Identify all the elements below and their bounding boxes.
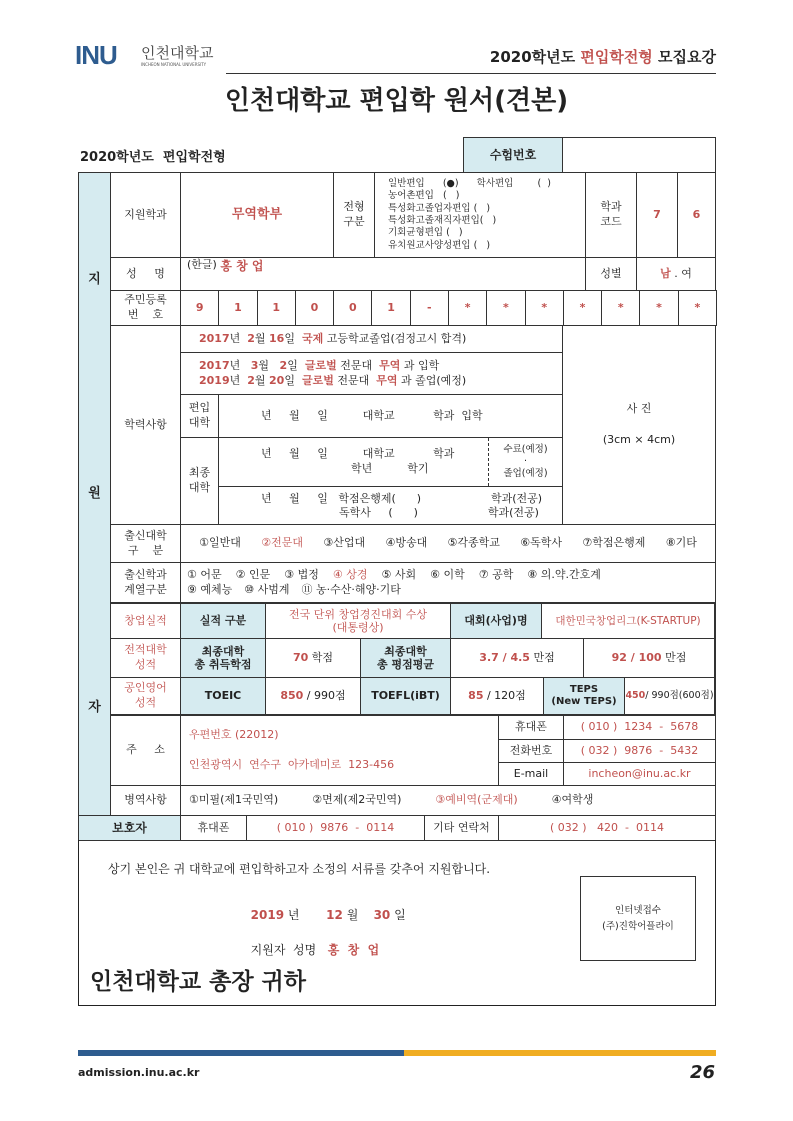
final-label: [180, 437, 219, 525]
field-option[interactable]: ⑪ 농·수산·해양·기타: [301, 582, 401, 596]
score100-value[interactable]: [583, 638, 716, 678]
field-option[interactable]: ⑦ 공학: [478, 568, 514, 582]
date-day: 30: [373, 908, 391, 922]
teps-value[interactable]: [624, 677, 716, 716]
guardian-other-label: 기타 연락처: [424, 815, 499, 841]
final-status[interactable]: [488, 438, 562, 486]
teps-label: [543, 677, 625, 716]
credits-unit: 학점: [308, 650, 334, 664]
origin-label-line: 출신대학: [124, 528, 167, 542]
credits-label: [180, 638, 266, 678]
type-option[interactable]: 기회균형편입 ( ): [388, 227, 463, 239]
side-char: 자: [88, 700, 101, 716]
type-label-line: 구분: [343, 215, 365, 228]
rrn-label-line: 주민등록: [124, 293, 167, 307]
declaration-date[interactable]: [243, 892, 406, 923]
exam-number-field[interactable]: [562, 137, 716, 173]
rrn-digit[interactable]: *: [525, 290, 564, 326]
header-doc: 모집요강: [658, 48, 716, 66]
address-text: 인천광역시 연수구 아카데미로 123-456: [189, 758, 395, 772]
mobile-label: 휴대폰: [498, 715, 564, 740]
rrn-digit[interactable]: 0: [295, 290, 334, 326]
startup-type-value[interactable]: [265, 602, 451, 639]
page-title: 인천대학교 편입학 원서(견본): [224, 86, 569, 116]
guardian-mobile-value[interactable]: ( 010 ) 9876 - 0114: [246, 815, 425, 841]
toefl-value[interactable]: [450, 677, 544, 716]
field-option[interactable]: ⑩ 사범계: [244, 582, 290, 596]
signer[interactable]: [243, 927, 379, 958]
field-label-line: 출신학과: [124, 567, 167, 581]
jc-school: 글로벌: [301, 373, 334, 387]
type-options[interactable]: [374, 172, 586, 258]
teps-score: 450: [625, 689, 646, 701]
header-right: [490, 46, 716, 67]
type-option[interactable]: 특성화고졸업자편입 ( ): [388, 202, 491, 214]
contest-label: 대회(사업)명: [450, 602, 542, 639]
teps-max: / 990점(600점): [645, 689, 714, 701]
english-label: [110, 677, 181, 716]
code-label-line: 학과: [600, 200, 622, 214]
origin-options[interactable]: [180, 524, 716, 563]
date-year: 2019: [250, 908, 285, 922]
jc-rest: 과 졸업(예정): [401, 373, 467, 387]
grade-label-line: 성적: [134, 658, 157, 671]
applicant-side-label: [78, 172, 111, 816]
rrn-digit[interactable]: 9: [180, 290, 219, 326]
rrn-digit[interactable]: *: [678, 290, 717, 326]
type-label: [333, 172, 375, 258]
guardian-label: 보호자: [78, 815, 181, 841]
guardian-other-value[interactable]: ( 032 ) 420 - 0114: [498, 815, 716, 841]
status-dot: ·: [523, 456, 528, 468]
military-label: 병역사항: [110, 785, 181, 816]
form-year-type: 2020학년도 편입학전형: [80, 150, 226, 165]
jc-day: 20: [269, 373, 285, 387]
hs-day: 16: [269, 331, 285, 345]
startup-type-line: (대통령상): [332, 621, 384, 634]
header-rule: [226, 73, 716, 74]
rrn-digit[interactable]: *: [601, 290, 640, 326]
jc-major: 무역: [379, 358, 401, 372]
military-options[interactable]: [180, 785, 716, 816]
military-option-selected[interactable]: ③예비역(군제대): [435, 793, 518, 807]
hs-month: 2: [247, 331, 255, 345]
date-month: 12: [326, 908, 343, 922]
toefl-score: 85: [468, 688, 484, 702]
final-line: 학년 학기: [351, 462, 429, 475]
military-option[interactable]: ②면제(제2국민역): [312, 793, 402, 807]
signer-name: 홍 창 업: [327, 943, 380, 957]
rrn-label-line: 번 호: [127, 308, 164, 321]
jc-year: 2017: [199, 358, 230, 372]
jc-day: 2: [279, 358, 288, 372]
code-label-line: 코드: [600, 215, 622, 228]
field-label: [110, 562, 181, 603]
dept-value[interactable]: 무역학부: [180, 172, 334, 258]
gpa-label-line: 총 평점평균: [377, 658, 434, 671]
zip-code: 우편번호 (22012): [189, 727, 279, 741]
name-value[interactable]: [180, 257, 586, 291]
jc-rest: 과 입학: [403, 358, 440, 372]
transfer-label-line: 대학: [188, 416, 211, 429]
origin-option[interactable]: ④방송대: [385, 536, 428, 550]
inu-logo: [75, 40, 230, 72]
dept-label: 지원학과: [110, 172, 181, 258]
gender-selected: 남: [660, 266, 671, 280]
address-label: 주 소: [110, 715, 181, 786]
startup-type-label: 실적 구분: [180, 602, 266, 639]
address-value[interactable]: [180, 715, 499, 786]
type-option[interactable]: 특성화고졸재직자편입( ): [388, 215, 497, 226]
rrn-digit[interactable]: *: [486, 290, 525, 326]
rrn-digit[interactable]: -: [410, 290, 449, 326]
field-option[interactable]: ⑨ 예체능: [187, 582, 233, 596]
internet-stamp-box: [580, 876, 696, 961]
signer-label: 지원자 성명: [250, 943, 317, 957]
origin-option[interactable]: ⑦학점은행제: [582, 536, 646, 550]
origin-option[interactable]: ⑤각종학교: [447, 536, 500, 550]
code-digit[interactable]: 7: [636, 172, 678, 258]
type-option[interactable]: 유치원교사양성편입 ( ): [388, 239, 491, 251]
date-month-unit: 월: [342, 908, 359, 922]
jc-month: 2: [247, 373, 255, 387]
logo-english: INCHEON NATIONAL UNIVERSITY: [141, 62, 207, 67]
gpa-label: [360, 638, 451, 678]
gpa-number: 3.7 / 4.5: [479, 650, 530, 664]
startup-type-line: 전국 단위 창업경진대회 수상: [288, 607, 427, 621]
field-option[interactable]: ③ 법정: [284, 568, 319, 582]
photo-label: 사 진: [626, 402, 652, 416]
gpa-unit: 만점: [529, 650, 555, 664]
transfer-label: [180, 394, 219, 438]
grade-label: [110, 638, 181, 678]
email-value[interactable]: incheon@inu.ac.kr: [563, 762, 716, 786]
addressee: 인천대학교 총장 귀하: [90, 969, 306, 995]
contest-value[interactable]: 대한민국창업리그(K-STARTUP): [541, 602, 716, 639]
toeic-max: / 990점: [303, 688, 346, 702]
name-label: 성 명: [110, 257, 181, 291]
footer-url[interactable]: admission.inu.ac.kr: [78, 1066, 200, 1079]
transfer-label-line: 편입: [188, 401, 211, 415]
rrn-digit[interactable]: *: [563, 290, 602, 326]
credits-number: 70: [292, 650, 309, 664]
side-char: 원: [88, 486, 101, 502]
type-option[interactable]: 일반편입 (●) 학사편입 ( ): [388, 177, 551, 189]
field-options[interactable]: [180, 562, 716, 603]
name-prefix: (한글): [187, 258, 217, 271]
footer-bar-gold: [404, 1050, 716, 1056]
jc-school: 글로벌: [304, 358, 337, 372]
origin-label: [110, 524, 181, 563]
toefl-max: / 120점: [483, 688, 526, 702]
teps-label-line: TEPS: [569, 684, 599, 695]
email-label: E-mail: [498, 762, 564, 786]
field-label-line: 계열구분: [124, 582, 167, 596]
type-option[interactable]: 농어촌편입 ( ): [388, 190, 460, 202]
gender-other: . 여: [670, 266, 692, 280]
hs-rest: 고등학교졸업(검정고시 합격): [326, 331, 467, 345]
origin-option[interactable]: ⑧기타: [665, 536, 697, 550]
score100-number: 92 / 100: [611, 650, 662, 664]
phone-value[interactable]: ( 032 ) 9876 - 5432: [563, 739, 716, 763]
gpa-label-line: 최종대학: [384, 644, 427, 658]
rrn-digit[interactable]: *: [448, 290, 487, 326]
final-line: 년 월 일 대학교 학과: [261, 447, 455, 461]
edu-highschool[interactable]: 2017년 2월 16일 국제 고등학교졸업(검정고시 합격): [180, 325, 563, 353]
toeic-score: 850: [280, 688, 304, 702]
guardian-mobile-label: 휴대폰: [180, 815, 247, 841]
origin-option[interactable]: ③산업대: [323, 536, 366, 550]
toeic-label: TOEIC: [180, 677, 266, 716]
english-label-line: 성적: [134, 696, 157, 709]
field-option[interactable]: ⑤ 사회: [381, 568, 417, 582]
startup-label: 창업실적: [110, 602, 181, 639]
hs-year: 2017: [199, 331, 230, 345]
origin-option[interactable]: ⑥독학사: [520, 536, 563, 550]
exam-number-label: 수험번호: [463, 137, 563, 173]
jc-type: 전문대: [340, 358, 373, 372]
code-label: [585, 172, 637, 258]
final-label-line: 대학: [188, 481, 211, 494]
jc-major: 무역: [376, 373, 398, 387]
field-option[interactable]: ⑧ 의.약.간호계: [527, 568, 601, 582]
rrn-digit[interactable]: 1: [371, 290, 410, 326]
logo-korean: 인천대학교: [141, 44, 214, 62]
phone-label: 전화번호: [498, 739, 564, 763]
mobile-value[interactable]: ( 010 ) 1234 - 5678: [563, 715, 716, 740]
page-number: 26: [689, 1062, 715, 1083]
logo-mark: INU: [75, 40, 117, 70]
status-option: 수료(예정): [503, 444, 548, 456]
edu-college[interactable]: 2017년 3월 2일 글로벌 전문대 무역 과 입학 2019년 2월 20일 글로벌 전문대 무역 과 졸업(예정): [180, 352, 563, 395]
stamp-line: (주)진학어플라이: [602, 920, 674, 932]
field-option-selected[interactable]: ④ 상경: [332, 568, 368, 582]
origin-label-line: 구 분: [127, 543, 164, 557]
education-label: 학력사항: [110, 325, 181, 525]
origin-option-selected[interactable]: ②전문대: [261, 536, 304, 550]
credits-label-line: 최종대학: [201, 644, 245, 658]
field-option[interactable]: ② 인문: [235, 568, 271, 582]
origin-option[interactable]: ①일반대: [199, 536, 241, 550]
type-label-line: 전형: [343, 200, 365, 214]
code-digit[interactable]: 6: [677, 172, 716, 258]
transfer-line[interactable]: 년 월 일 대학교 학과 입학: [218, 394, 563, 438]
status-option: 졸업(예정): [503, 467, 548, 479]
hs-school: 국제: [301, 331, 324, 345]
rrn-digit[interactable]: 0: [333, 290, 372, 326]
english-label-line: 공인영어: [124, 681, 167, 695]
photo-size: (3cm × 4cm): [602, 433, 676, 446]
name-text: 홍 창 업: [220, 259, 264, 273]
toefl-label: TOEFL(iBT): [360, 677, 451, 716]
teps-label-line: (New TEPS): [551, 696, 617, 707]
side-char: 지: [88, 272, 101, 288]
final-line-b[interactable]: [218, 486, 563, 525]
stamp-line: 인터넷접수: [615, 905, 661, 917]
header-type: 편입학전형: [580, 48, 653, 66]
final-label-line: 최종: [188, 466, 211, 480]
final-line: 독학사 ( ) 학과(전공): [339, 505, 539, 519]
jc-month: 3: [250, 358, 259, 372]
header-year: 2020학년도: [489, 48, 576, 66]
rrn-digit[interactable]: 1: [218, 290, 257, 326]
gender-label: 성별: [585, 257, 637, 291]
rrn-digit[interactable]: *: [639, 290, 678, 326]
rrn-label: [110, 290, 181, 326]
field-option[interactable]: ① 어문: [187, 568, 222, 582]
toeic-value[interactable]: [265, 677, 361, 716]
gender-value[interactable]: [636, 257, 716, 291]
credits-label-line: 총 취득학점: [194, 658, 252, 671]
military-option[interactable]: ①미필(제1국민역): [189, 793, 279, 807]
field-option[interactable]: ⑥ 이학: [430, 568, 465, 582]
gpa-value[interactable]: [450, 638, 584, 678]
score100-unit: 만점: [661, 650, 687, 664]
date-year-unit: 년: [284, 908, 300, 922]
rrn-digit[interactable]: 1: [257, 290, 296, 326]
final-line: 년 월 일 학점은행제( ) 학과(전공): [261, 492, 543, 506]
military-option[interactable]: ④여학생: [551, 793, 594, 807]
date-day-unit: 일: [390, 908, 406, 922]
declaration-text: 상기 본인은 귀 대학교에 편입학하고자 소정의 서류를 갖추어 지원합니다.: [108, 862, 491, 876]
footer-bar-blue: [78, 1050, 404, 1056]
jc-year: 2019: [199, 373, 230, 387]
credits-value[interactable]: [265, 638, 361, 678]
jc-type: 전문대: [337, 373, 370, 387]
grade-label-line: 전적대학: [124, 643, 167, 657]
photo-box[interactable]: [562, 325, 716, 525]
